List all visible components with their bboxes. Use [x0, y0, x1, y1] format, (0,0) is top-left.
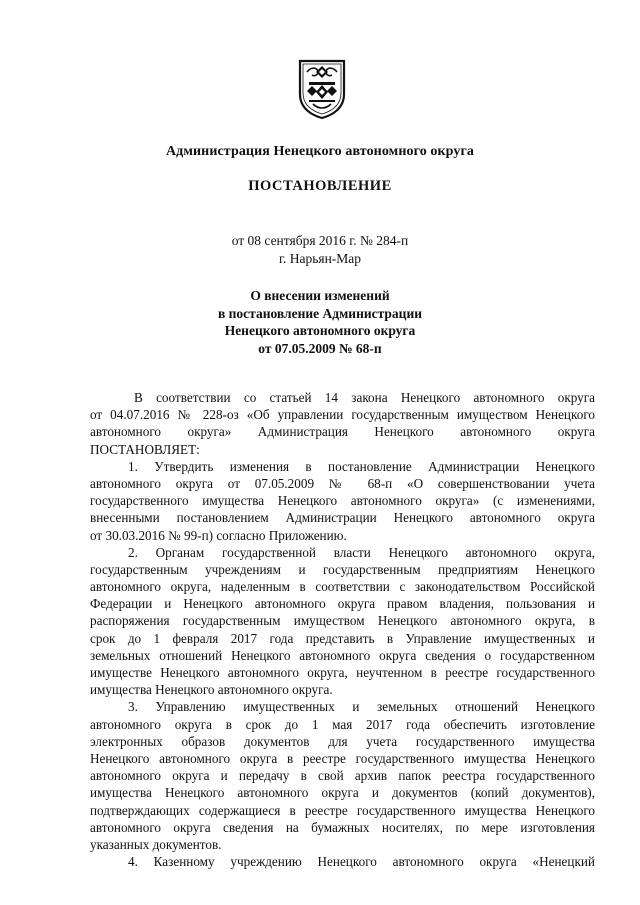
organization-title: Администрация Ненецкого автономного округа	[165, 144, 475, 159]
preamble-line: В соответствии со статьей 14 закона Ненецкого автономного округа	[134, 390, 595, 405]
item-2-line: 2. Органам государственной власти Ненецкого автономного округа,	[128, 544, 595, 560]
item-2-line: автономного округа, наделенным в соответствии с законодательством Российской	[90, 579, 595, 595]
item-3-line: электронных образов документов для учета государственного имущества	[90, 733, 595, 749]
item-3-line: имущества Ненецкого автономного округа и документов (копий документов),	[90, 785, 595, 801]
item-3-line: 3. Управлению имущественных и земельных отношений Ненецкого	[128, 699, 595, 715]
item-2-line: срок до 1 февраля 2017 года представить в Управление имущественных и	[90, 630, 595, 646]
item-3-line: автономного округа сведения на бумажных носителях, по мере изготовления	[90, 819, 595, 835]
item-3-line: Ненецкого автономного округа в реестре государственного имущества Ненецкого	[90, 750, 595, 766]
preamble-line: ПОСТАНОВЛЯЕТ:	[90, 441, 200, 457]
item-2-line: распоряжения государственным имуществом Ненецкого автономного округа, в	[90, 613, 595, 629]
item-2-line: государственным учреждениям и государственным предприятиям Ненецкого	[90, 561, 595, 577]
subject-line: Ненецкого автономного округа	[224, 323, 416, 338]
subject-line: О внесении изменений	[250, 288, 390, 303]
item-1-line: государственного имущества Ненецкого автономного округа» (с изменениями,	[90, 493, 595, 509]
preamble-line: от 04.07.2016 № 228-оз «Об управлении государственным имуществом Ненецкого	[90, 407, 595, 423]
nenets-coat-of-arms-icon	[297, 58, 347, 120]
document-type: ПОСТАНОВЛЕНИЕ	[248, 178, 392, 194]
item-1-line: внесенными постановлением Администрации Ненецкого автономного округа	[90, 510, 595, 526]
item-3-line: автономного округа и передачу в свой архив папок реестра государственного	[90, 768, 595, 784]
item-1-line: автономного округа от 07.05.2009 № 68-п «О совершенствовании учета	[90, 475, 595, 491]
item-1-line: 1. Утвердить изменения в постановление Администрации Ненецкого	[128, 458, 595, 474]
subject-line: в постановление Администрации	[217, 305, 423, 321]
item-2-line: имуществе Ненецкого автономного округа, неучтенном в реестре государственного	[90, 665, 595, 680]
item-3-line: подтверждающих содержащиеся в реестре государственного имущества Ненецкого	[90, 802, 595, 818]
item-3-line: указанных документов.	[90, 836, 222, 852]
item-2-line: земельных отношений Ненецкого автономного округа сведения о государственном	[90, 647, 595, 663]
subject-line: от 07.05.2009 № 68-п	[258, 340, 382, 356]
item-4-line: 4. Казенному учреждению Ненецкого автономного округа «Ненецкий	[128, 854, 595, 870]
preamble-line: автономного округа» Администрация Ненецкого автономного округа	[90, 424, 595, 440]
document-place: г. Нарьян-Мар	[278, 251, 362, 266]
document-date-number: от 08 сентября 2016 г. № 284-п	[231, 233, 409, 248]
document-subject	[0, 287, 640, 357]
item-1-line: от 30.03.2016 № 99-п) согласно Приложению.	[90, 527, 347, 543]
item-2-line: имущества Ненецкого автономного округа.	[90, 682, 333, 698]
item-3-line: автономного округа в срок до 1 мая 2017 года обеспечить изготовление	[90, 716, 595, 732]
document-body	[90, 389, 595, 870]
item-2-line: Федерации и Ненецкого автономного округа правом владения, пользования и	[90, 596, 595, 612]
